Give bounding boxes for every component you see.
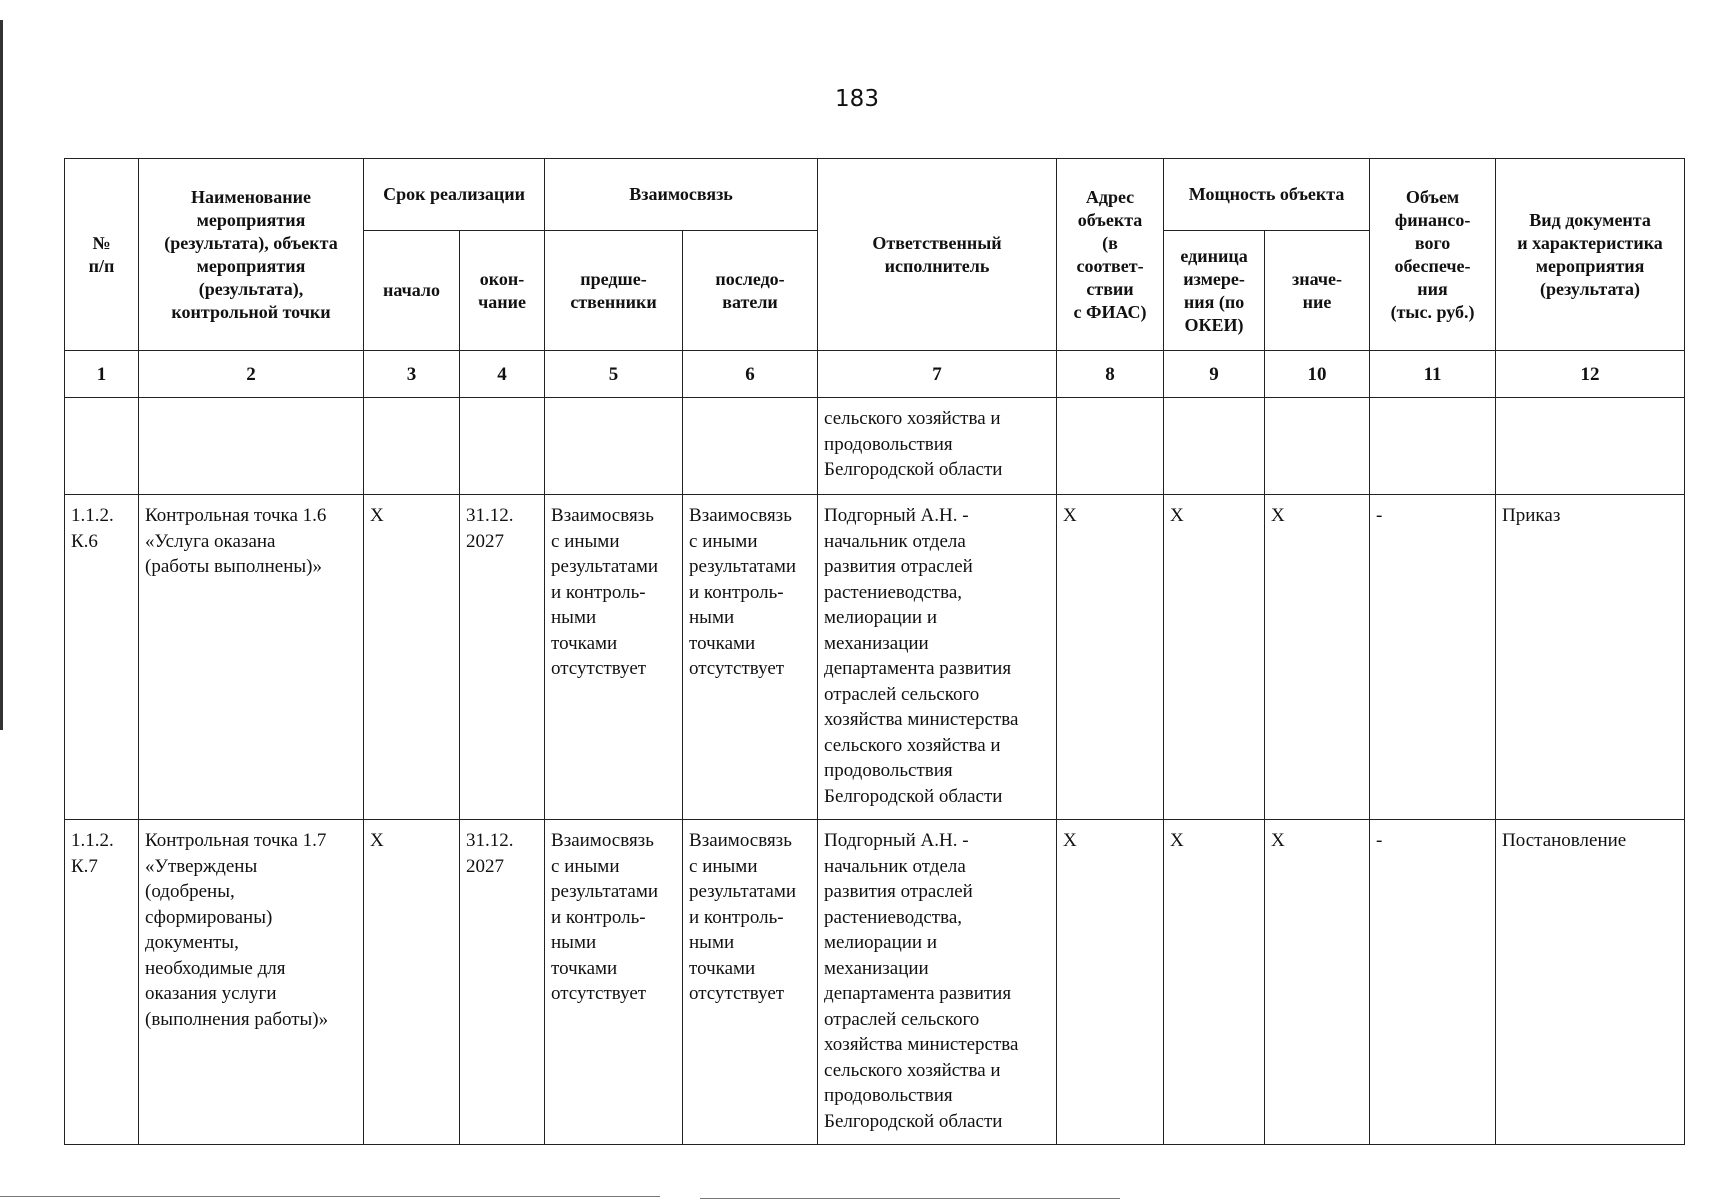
cell-end (460, 398, 545, 495)
header-col-executor: Ответственный исполнитель (818, 159, 1057, 351)
cell-address: X (1057, 820, 1164, 1145)
cell-executor: сельского хозяйства и продовольствия Белгородской области (818, 398, 1057, 495)
cell-start: X (364, 495, 460, 820)
cell-executor: Подгорный А.Н. - начальник отдела развития отраслей растениеводства, мелиорации и механизации департамента развития отраслей сельского хозяйства министерства сельского хозяйства и продовольствия Белгородской области (818, 820, 1057, 1145)
cell-start: X (364, 820, 460, 1145)
column-number: 4 (460, 351, 545, 398)
column-number: 2 (139, 351, 364, 398)
cell-executor: Подгорный А.Н. - начальник отдела развития отраслей растениеводства, мелиорации и механизации департамента развития отраслей сельского хозяйства министерства сельского хозяйства и продовольствия Белгородской области (818, 495, 1057, 820)
cell-doc-type: Постановление (1496, 820, 1685, 1145)
header-col-unit: единица измере- ния (по ОКЕИ) (1164, 231, 1265, 351)
cell-name (139, 398, 364, 495)
cell-value: X (1265, 820, 1370, 1145)
scan-bottom-line-2 (700, 1198, 1120, 1199)
scan-left-edge (0, 20, 3, 730)
column-number: 9 (1164, 351, 1265, 398)
cell-value: X (1265, 495, 1370, 820)
cell-finance: - (1370, 495, 1496, 820)
cell-finance: - (1370, 820, 1496, 1145)
header-col-address: Адрес объекта (в соответ- ствии с ФИАС) (1057, 159, 1164, 351)
plan-table (64, 158, 1685, 1145)
scan-bottom-line (0, 1196, 660, 1197)
column-number: 10 (1265, 351, 1370, 398)
column-number: 6 (683, 351, 818, 398)
cell-finance (1370, 398, 1496, 495)
cell-unit: X (1164, 495, 1265, 820)
column-number: 1 (65, 351, 139, 398)
cell-number: 1.1.2. К.6 (65, 495, 139, 820)
column-number: 11 (1370, 351, 1496, 398)
cell-successors: Взаимосвязь с иными результатами и контроль- ными точками отсутствует (683, 820, 818, 1145)
cell-unit (1164, 398, 1265, 495)
cell-predecessors: Взаимосвязь с иными результатами и контроль- ными точками отсутствует (545, 495, 683, 820)
column-number: 12 (1496, 351, 1685, 398)
column-number: 3 (364, 351, 460, 398)
header-col-value: значе- ние (1265, 231, 1370, 351)
table-row (65, 495, 1685, 820)
column-number: 8 (1057, 351, 1164, 398)
header-group-term: Срок реализации (364, 159, 545, 231)
header-col-successors: последо- ватели (683, 231, 818, 351)
cell-predecessors (545, 398, 683, 495)
header-col-name: Наименование мероприятия (результата), объекта мероприятия (результата), контрольной точки (139, 159, 364, 351)
header-group-capacity: Мощность объекта (1164, 159, 1370, 231)
header-col-finance: Объем финансо- вого обеспече- ния (тыс. руб.) (1370, 159, 1496, 351)
cell-name: Контрольная точка 1.6 «Услуга оказана (работы выполнены)» (139, 495, 364, 820)
cell-number (65, 398, 139, 495)
cell-start (364, 398, 460, 495)
cell-successors (683, 398, 818, 495)
cell-number: 1.1.2. К.7 (65, 820, 139, 1145)
cell-end: 31.12. 2027 (460, 820, 545, 1145)
table-row (65, 398, 1685, 495)
page-number: 183 (835, 86, 879, 112)
cell-name: Контрольная точка 1.7 «Утверждены (одобрены, сформированы) документы, необходимые для оказания услуги (выполнения работы)» (139, 820, 364, 1145)
header-col-doc-type: Вид документа и характеристика мероприятия (результата) (1496, 159, 1685, 351)
cell-doc-type (1496, 398, 1685, 495)
column-number: 7 (818, 351, 1057, 398)
header-group-link: Взаимосвязь (545, 159, 818, 231)
column-number: 5 (545, 351, 683, 398)
header-col-start: начало (364, 231, 460, 351)
cell-successors: Взаимосвязь с иными результатами и контроль- ными точками отсутствует (683, 495, 818, 820)
cell-predecessors: Взаимосвязь с иными результатами и контроль- ными точками отсутствует (545, 820, 683, 1145)
table-row (65, 820, 1685, 1145)
cell-end: 31.12. 2027 (460, 495, 545, 820)
header-col-number: № п/п (65, 159, 139, 351)
cell-address (1057, 398, 1164, 495)
header-col-predecessors: предше- ственники (545, 231, 683, 351)
cell-doc-type: Приказ (1496, 495, 1685, 820)
cell-address: X (1057, 495, 1164, 820)
header-col-end: окон- чание (460, 231, 545, 351)
cell-value (1265, 398, 1370, 495)
cell-unit: X (1164, 820, 1265, 1145)
